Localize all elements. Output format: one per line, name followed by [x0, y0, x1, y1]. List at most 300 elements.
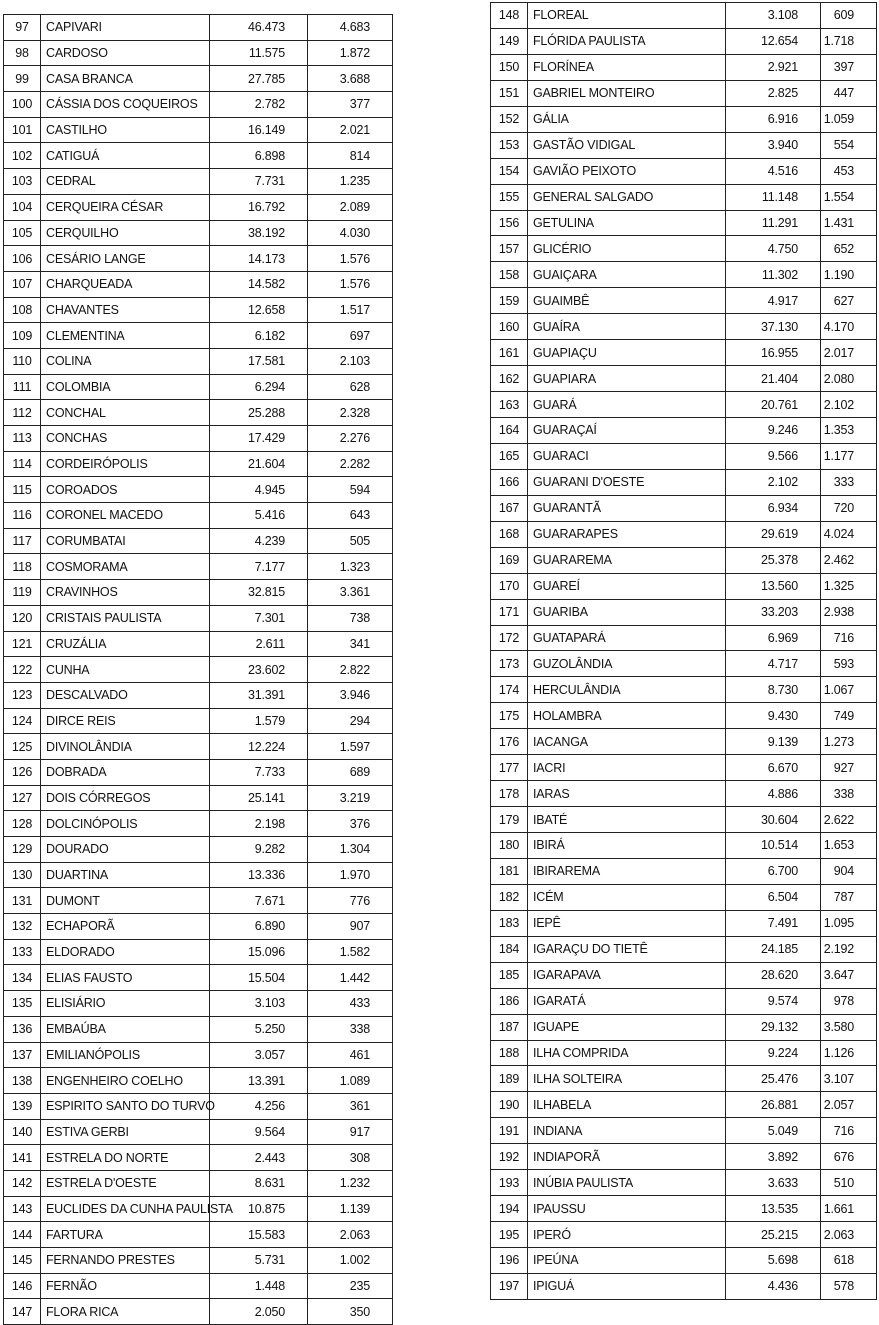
municipality-name: FARTURA	[41, 1222, 210, 1248]
population-value: 24.185	[726, 936, 821, 962]
second-value: 2.462	[821, 547, 877, 573]
table-row	[491, 599, 877, 625]
population-value: 3.103	[210, 991, 308, 1017]
population-value: 2.050	[210, 1299, 308, 1325]
table-row	[491, 236, 877, 262]
second-value: 505	[308, 528, 393, 554]
municipality-name: GABRIEL MONTEIRO	[528, 80, 726, 106]
row-number: 112	[4, 400, 41, 426]
municipality-name: COSMORAMA	[41, 554, 210, 580]
municipality-name: DUARTINA	[41, 862, 210, 888]
row-number: 193	[491, 1170, 528, 1196]
municipality-name: ESTRELA DO NORTE	[41, 1145, 210, 1171]
municipality-name: GUAIÇARA	[528, 262, 726, 288]
second-value: 2.063	[308, 1222, 393, 1248]
table-row	[491, 495, 877, 521]
table-row	[491, 54, 877, 80]
table-row	[4, 323, 393, 349]
row-number: 141	[4, 1145, 41, 1171]
table-row	[491, 1196, 877, 1222]
table-row	[4, 657, 393, 683]
population-value: 15.583	[210, 1222, 308, 1248]
second-value: 3.946	[308, 682, 393, 708]
population-value: 1.448	[210, 1273, 308, 1299]
table-row	[491, 910, 877, 936]
second-value: 377	[308, 92, 393, 118]
municipality-name: HERCULÂNDIA	[528, 677, 726, 703]
second-value: 2.822	[308, 657, 393, 683]
second-value: 628	[308, 374, 393, 400]
table-row	[4, 939, 393, 965]
second-value: 1.304	[308, 837, 393, 863]
population-value: 9.564	[210, 1119, 308, 1145]
table-row	[491, 781, 877, 807]
table-row	[4, 92, 393, 118]
table-row	[4, 580, 393, 606]
municipality-name: INÚBIA PAULISTA	[528, 1170, 726, 1196]
row-number: 170	[491, 573, 528, 599]
table-row	[4, 862, 393, 888]
municipality-name: FERNÃO	[41, 1273, 210, 1299]
population-value: 3.108	[726, 3, 821, 29]
population-value: 30.604	[726, 807, 821, 833]
second-value: 1.517	[308, 297, 393, 323]
second-value: 697	[308, 323, 393, 349]
table-row	[491, 3, 877, 29]
second-value: 554	[821, 132, 877, 158]
row-number: 110	[4, 348, 41, 374]
second-value: 814	[308, 143, 393, 169]
second-value: 1.067	[821, 677, 877, 703]
population-value: 25.215	[726, 1222, 821, 1248]
population-value: 8.730	[726, 677, 821, 703]
table-row	[491, 755, 877, 781]
table-row	[4, 40, 393, 66]
row-number: 176	[491, 729, 528, 755]
table-row	[4, 1042, 393, 1068]
second-value: 593	[821, 651, 877, 677]
second-value: 1.431	[821, 210, 877, 236]
population-value: 17.429	[210, 426, 308, 452]
municipality-name: GUARÁ	[528, 392, 726, 418]
municipality-name: GAVIÃO PEIXOTO	[528, 158, 726, 184]
table-row	[4, 374, 393, 400]
table-row	[491, 132, 877, 158]
row-number: 154	[491, 158, 528, 184]
row-number: 126	[4, 759, 41, 785]
second-value: 927	[821, 755, 877, 781]
municipality-name: DOLCINÓPOLIS	[41, 811, 210, 837]
population-value: 11.575	[210, 40, 308, 66]
population-value: 12.658	[210, 297, 308, 323]
table-row	[491, 858, 877, 884]
municipality-name: DOIS CÓRREGOS	[41, 785, 210, 811]
population-value: 9.139	[726, 729, 821, 755]
municipality-name: ESPIRITO SANTO DO TURVO	[41, 1093, 210, 1119]
row-number: 156	[491, 210, 528, 236]
municipality-table-right	[490, 2, 877, 1300]
population-value: 13.336	[210, 862, 308, 888]
second-value: 978	[821, 988, 877, 1014]
population-value: 4.750	[726, 236, 821, 262]
municipality-name: DIVINOLÂNDIA	[41, 734, 210, 760]
second-value: 2.021	[308, 117, 393, 143]
second-value: 716	[821, 625, 877, 651]
municipality-name: GUAREÍ	[528, 573, 726, 599]
second-value: 397	[821, 54, 877, 80]
municipality-name: IGARAPAVA	[528, 962, 726, 988]
population-value: 31.391	[210, 682, 308, 708]
population-value: 4.256	[210, 1093, 308, 1119]
second-value: 2.063	[821, 1222, 877, 1248]
second-value: 643	[308, 503, 393, 529]
municipality-name: DOURADO	[41, 837, 210, 863]
table-row	[491, 1118, 877, 1144]
table-row	[4, 1119, 393, 1145]
population-value: 7.301	[210, 605, 308, 631]
second-value: 907	[308, 914, 393, 940]
table-row	[4, 605, 393, 631]
row-number: 153	[491, 132, 528, 158]
municipality-name: DUMONT	[41, 888, 210, 914]
table-row	[491, 184, 877, 210]
second-value: 510	[821, 1170, 877, 1196]
population-value: 13.391	[210, 1068, 308, 1094]
second-value: 3.688	[308, 66, 393, 92]
second-value: 618	[821, 1248, 877, 1274]
row-number: 120	[4, 605, 41, 631]
population-value: 21.404	[726, 366, 821, 392]
second-value: 720	[821, 495, 877, 521]
municipality-name: CESÁRIO LANGE	[41, 246, 210, 272]
row-number: 98	[4, 40, 41, 66]
table-row	[491, 314, 877, 340]
table-row	[491, 1273, 877, 1299]
population-value: 2.825	[726, 80, 821, 106]
municipality-name: IPERÓ	[528, 1222, 726, 1248]
second-value: 2.017	[821, 340, 877, 366]
table-row	[491, 443, 877, 469]
row-number: 149	[491, 28, 528, 54]
table-row	[491, 1248, 877, 1274]
row-number: 115	[4, 477, 41, 503]
table-row	[491, 988, 877, 1014]
population-value: 21.604	[210, 451, 308, 477]
municipality-name: IBIRAREMA	[528, 858, 726, 884]
row-number: 106	[4, 246, 41, 272]
municipality-name: CUNHA	[41, 657, 210, 683]
municipality-name: GETULINA	[528, 210, 726, 236]
population-value: 37.130	[726, 314, 821, 340]
municipality-name: CÁSSIA DOS COQUEIROS	[41, 92, 210, 118]
row-number: 109	[4, 323, 41, 349]
table-row	[491, 833, 877, 859]
population-value: 2.102	[726, 469, 821, 495]
population-value: 6.890	[210, 914, 308, 940]
population-value: 11.302	[726, 262, 821, 288]
row-number: 195	[491, 1222, 528, 1248]
municipality-name: CORUMBATAI	[41, 528, 210, 554]
second-value: 1.576	[308, 271, 393, 297]
row-number: 189	[491, 1066, 528, 1092]
row-number: 99	[4, 66, 41, 92]
row-number: 180	[491, 833, 528, 859]
municipality-name: GENERAL SALGADO	[528, 184, 726, 210]
second-value: 461	[308, 1042, 393, 1068]
row-number: 169	[491, 547, 528, 573]
second-value: 1.718	[821, 28, 877, 54]
municipality-name: CASA BRANCA	[41, 66, 210, 92]
municipality-name: GUAÍRA	[528, 314, 726, 340]
row-number: 137	[4, 1042, 41, 1068]
second-value: 1.442	[308, 965, 393, 991]
row-number: 144	[4, 1222, 41, 1248]
row-number: 128	[4, 811, 41, 837]
population-value: 7.491	[726, 910, 821, 936]
population-value: 4.436	[726, 1273, 821, 1299]
table-row	[491, 469, 877, 495]
population-value: 6.670	[726, 755, 821, 781]
second-value: 1.597	[308, 734, 393, 760]
row-number: 146	[4, 1273, 41, 1299]
municipality-name: ESTIVA GERBI	[41, 1119, 210, 1145]
population-value: 4.239	[210, 528, 308, 554]
table-row	[491, 28, 877, 54]
municipality-name: COLINA	[41, 348, 210, 374]
population-value: 5.731	[210, 1248, 308, 1274]
second-value: 776	[308, 888, 393, 914]
row-number: 171	[491, 599, 528, 625]
population-value: 9.574	[726, 988, 821, 1014]
municipality-name: ENGENHEIRO COELHO	[41, 1068, 210, 1094]
row-number: 118	[4, 554, 41, 580]
second-value: 627	[821, 288, 877, 314]
row-number: 175	[491, 703, 528, 729]
municipality-name: ELISIÁRIO	[41, 991, 210, 1017]
row-number: 194	[491, 1196, 528, 1222]
second-value: 2.089	[308, 194, 393, 220]
row-number: 124	[4, 708, 41, 734]
table-row	[491, 1014, 877, 1040]
municipality-name: CERQUILHO	[41, 220, 210, 246]
municipality-name: GUAPIAÇU	[528, 340, 726, 366]
population-value: 7.177	[210, 554, 308, 580]
second-value: 787	[821, 884, 877, 910]
table-row	[4, 1068, 393, 1094]
row-number: 111	[4, 374, 41, 400]
population-value: 13.560	[726, 573, 821, 599]
municipality-name: FLÓRIDA PAULISTA	[528, 28, 726, 54]
second-value: 1.059	[821, 106, 877, 132]
row-number: 182	[491, 884, 528, 910]
row-number: 134	[4, 965, 41, 991]
municipality-name: CERQUEIRA CÉSAR	[41, 194, 210, 220]
row-number: 113	[4, 426, 41, 452]
population-value: 5.698	[726, 1248, 821, 1274]
second-value: 3.219	[308, 785, 393, 811]
table-row	[491, 547, 877, 573]
population-value: 4.516	[726, 158, 821, 184]
second-value: 1.232	[308, 1170, 393, 1196]
table-row	[491, 1170, 877, 1196]
row-number: 167	[491, 495, 528, 521]
table-row	[491, 1222, 877, 1248]
table-row	[4, 451, 393, 477]
second-value: 2.276	[308, 426, 393, 452]
municipality-name: CRISTAIS PAULISTA	[41, 605, 210, 631]
population-value: 6.294	[210, 374, 308, 400]
population-value: 5.416	[210, 503, 308, 529]
table-row	[491, 1092, 877, 1118]
municipality-name: IBATÉ	[528, 807, 726, 833]
municipality-name: FERNANDO PRESTES	[41, 1248, 210, 1274]
row-number: 117	[4, 528, 41, 554]
table-row	[4, 246, 393, 272]
row-number: 143	[4, 1196, 41, 1222]
second-value: 3.580	[821, 1014, 877, 1040]
row-number: 105	[4, 220, 41, 246]
population-value: 16.149	[210, 117, 308, 143]
population-value: 20.761	[726, 392, 821, 418]
row-number: 152	[491, 106, 528, 132]
second-value: 235	[308, 1273, 393, 1299]
table-row	[4, 785, 393, 811]
municipality-name: IGARATÁ	[528, 988, 726, 1014]
row-number: 161	[491, 340, 528, 366]
table-row	[4, 811, 393, 837]
population-value: 6.700	[726, 858, 821, 884]
population-value: 8.631	[210, 1170, 308, 1196]
population-value: 23.602	[210, 657, 308, 683]
table-row	[491, 392, 877, 418]
municipality-name: ELDORADO	[41, 939, 210, 965]
second-value: 676	[821, 1144, 877, 1170]
second-value: 2.938	[821, 599, 877, 625]
table-row	[491, 80, 877, 106]
municipality-name: DIRCE REIS	[41, 708, 210, 734]
second-value: 376	[308, 811, 393, 837]
population-value: 15.096	[210, 939, 308, 965]
table-row	[491, 106, 877, 132]
second-value: 338	[308, 1016, 393, 1042]
row-number: 183	[491, 910, 528, 936]
table-row	[4, 66, 393, 92]
row-number: 173	[491, 651, 528, 677]
municipality-name: CEDRAL	[41, 169, 210, 195]
table-row	[4, 348, 393, 374]
row-number: 159	[491, 288, 528, 314]
municipality-name: CARDOSO	[41, 40, 210, 66]
table-body-right	[491, 3, 877, 1300]
municipality-table-left	[3, 14, 393, 1325]
second-value: 1.872	[308, 40, 393, 66]
table-row	[4, 708, 393, 734]
municipality-name: GLICÉRIO	[528, 236, 726, 262]
population-value: 4.917	[726, 288, 821, 314]
row-number: 103	[4, 169, 41, 195]
second-value: 361	[308, 1093, 393, 1119]
row-number: 104	[4, 194, 41, 220]
table-body-left	[4, 15, 393, 1325]
table-row	[491, 936, 877, 962]
table-row	[4, 15, 393, 41]
row-number: 123	[4, 682, 41, 708]
table-row	[491, 1144, 877, 1170]
municipality-name: CONCHAL	[41, 400, 210, 426]
second-value: 1.323	[308, 554, 393, 580]
row-number: 155	[491, 184, 528, 210]
population-value: 3.940	[726, 132, 821, 158]
population-value: 5.250	[210, 1016, 308, 1042]
municipality-name: COROADOS	[41, 477, 210, 503]
population-value: 9.566	[726, 443, 821, 469]
population-value: 12.224	[210, 734, 308, 760]
population-value: 9.246	[726, 418, 821, 444]
population-value: 32.815	[210, 580, 308, 606]
municipality-name: CRAVINHOS	[41, 580, 210, 606]
second-value: 2.622	[821, 807, 877, 833]
population-value: 1.579	[210, 708, 308, 734]
municipality-name: IARAS	[528, 781, 726, 807]
table-row	[4, 759, 393, 785]
table-row	[491, 158, 877, 184]
row-number: 160	[491, 314, 528, 340]
table-row	[4, 1170, 393, 1196]
second-value: 716	[821, 1118, 877, 1144]
table-row	[491, 1066, 877, 1092]
second-value: 1.089	[308, 1068, 393, 1094]
municipality-name: IEPÊ	[528, 910, 726, 936]
row-number: 150	[491, 54, 528, 80]
table-row	[4, 117, 393, 143]
population-value: 33.203	[726, 599, 821, 625]
population-value: 9.430	[726, 703, 821, 729]
table-row	[491, 884, 877, 910]
population-value: 11.148	[726, 184, 821, 210]
population-value: 2.443	[210, 1145, 308, 1171]
second-value: 594	[308, 477, 393, 503]
row-number: 192	[491, 1144, 528, 1170]
row-number: 158	[491, 262, 528, 288]
population-value: 7.671	[210, 888, 308, 914]
population-value: 2.198	[210, 811, 308, 837]
second-value: 1.970	[308, 862, 393, 888]
second-value: 2.282	[308, 451, 393, 477]
municipality-name: CASTILHO	[41, 117, 210, 143]
municipality-name: CLEMENTINA	[41, 323, 210, 349]
municipality-name: IGUAPE	[528, 1014, 726, 1040]
population-value: 6.182	[210, 323, 308, 349]
population-value: 38.192	[210, 220, 308, 246]
second-value: 749	[821, 703, 877, 729]
municipality-name: EMBAÚBA	[41, 1016, 210, 1042]
second-value: 652	[821, 236, 877, 262]
second-value: 1.653	[821, 833, 877, 859]
population-value: 46.473	[210, 15, 308, 41]
row-number: 127	[4, 785, 41, 811]
municipality-name: GUAPIARA	[528, 366, 726, 392]
second-value: 447	[821, 80, 877, 106]
table-row	[4, 888, 393, 914]
population-value: 10.514	[726, 833, 821, 859]
second-value: 1.095	[821, 910, 877, 936]
table-row	[491, 262, 877, 288]
population-value: 17.581	[210, 348, 308, 374]
population-value: 29.619	[726, 521, 821, 547]
population-value: 7.731	[210, 169, 308, 195]
municipality-name: INDIAPORÃ	[528, 1144, 726, 1170]
second-value: 350	[308, 1299, 393, 1325]
